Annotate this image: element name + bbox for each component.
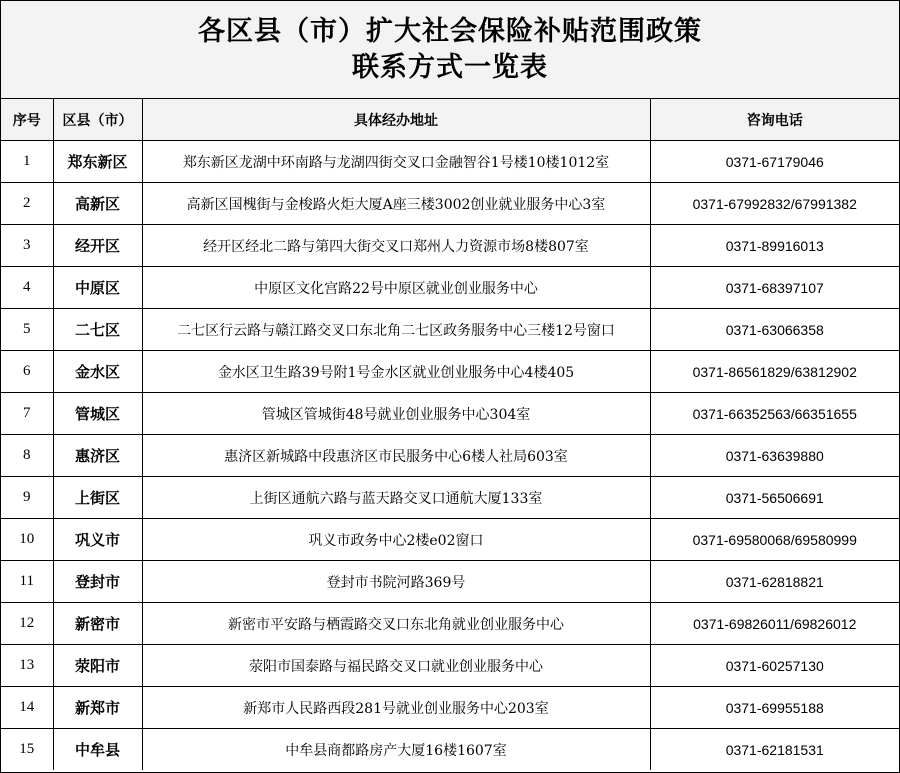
table-row bbox=[1, 729, 899, 771]
header-district: 区县（市） bbox=[53, 99, 142, 141]
row-index: 4 bbox=[1, 267, 53, 309]
header-index: 序号 bbox=[1, 99, 53, 141]
row-district: 经开区 bbox=[53, 225, 142, 267]
table-row bbox=[1, 435, 899, 477]
row-district: 上街区 bbox=[53, 477, 142, 519]
row-district: 中原区 bbox=[53, 267, 142, 309]
row-phone: 0371-69955188 bbox=[650, 687, 899, 729]
row-address: 巩义市政务中心2楼e02窗口 bbox=[142, 519, 650, 561]
table-row bbox=[1, 603, 899, 645]
row-index: 14 bbox=[1, 687, 53, 729]
row-address: 荥阳市国泰路与福民路交叉口就业创业服务中心 bbox=[142, 645, 650, 687]
row-district: 高新区 bbox=[53, 183, 142, 225]
row-district: 管城区 bbox=[53, 393, 142, 435]
row-address: 中原区文化宫路22号中原区就业创业服务中心 bbox=[142, 267, 650, 309]
row-index: 15 bbox=[1, 729, 53, 771]
row-district: 登封市 bbox=[53, 561, 142, 603]
row-phone: 0371-68397107 bbox=[650, 267, 899, 309]
header-address: 具体经办地址 bbox=[142, 99, 650, 141]
row-district: 巩义市 bbox=[53, 519, 142, 561]
row-address: 二七区行云路与赣江路交叉口东北角二七区政务服务中心三楼12号窗口 bbox=[142, 309, 650, 351]
table-row bbox=[1, 141, 899, 183]
row-address: 郑东新区龙湖中环南路与龙湖四街交叉口金融智谷1号楼10楼1012室 bbox=[142, 141, 650, 183]
row-address: 登封市书院河路369号 bbox=[142, 561, 650, 603]
row-phone: 0371-67992832/67991382 bbox=[650, 183, 899, 225]
table-row bbox=[1, 687, 899, 729]
row-district: 中牟县 bbox=[53, 729, 142, 771]
table-body bbox=[1, 141, 899, 771]
row-address: 高新区国槐街与金梭路火炬大厦A座三楼3002创业就业服务中心3室 bbox=[142, 183, 650, 225]
row-index: 6 bbox=[1, 351, 53, 393]
table-row bbox=[1, 645, 899, 687]
title-line-1: 各区县（市）扩大社会保险补贴范围政策 bbox=[198, 15, 702, 47]
row-district: 荥阳市 bbox=[53, 645, 142, 687]
document-title bbox=[1, 1, 899, 99]
row-index: 13 bbox=[1, 645, 53, 687]
row-phone: 0371-86561829/63812902 bbox=[650, 351, 899, 393]
row-index: 12 bbox=[1, 603, 53, 645]
row-phone: 0371-63639880 bbox=[650, 435, 899, 477]
row-phone: 0371-67179046 bbox=[650, 141, 899, 183]
table-row bbox=[1, 183, 899, 225]
row-address: 金水区卫生路39号附1号金水区就业创业服务中心4楼405 bbox=[142, 351, 650, 393]
row-phone: 0371-62818821 bbox=[650, 561, 899, 603]
row-address: 中牟县商都路房产大厦16楼1607室 bbox=[142, 729, 650, 771]
contact-table bbox=[1, 99, 899, 770]
row-phone: 0371-69826011/69826012 bbox=[650, 603, 899, 645]
row-district: 二七区 bbox=[53, 309, 142, 351]
header-phone: 咨询电话 bbox=[650, 99, 899, 141]
row-district: 郑东新区 bbox=[53, 141, 142, 183]
table-row bbox=[1, 267, 899, 309]
row-index: 1 bbox=[1, 141, 53, 183]
row-index: 9 bbox=[1, 477, 53, 519]
row-phone: 0371-62181531 bbox=[650, 729, 899, 771]
table-row bbox=[1, 309, 899, 351]
row-index: 5 bbox=[1, 309, 53, 351]
table-header-row bbox=[1, 99, 899, 141]
row-address: 上街区通航六路与蓝天路交叉口通航大厦133室 bbox=[142, 477, 650, 519]
table-row bbox=[1, 519, 899, 561]
row-address: 新密市平安路与栖霞路交叉口东北角就业创业服务中心 bbox=[142, 603, 650, 645]
row-district: 惠济区 bbox=[53, 435, 142, 477]
row-address: 惠济区新城路中段惠济区市民服务中心6楼人社局603室 bbox=[142, 435, 650, 477]
row-index: 2 bbox=[1, 183, 53, 225]
title-line-2: 联系方式一览表 bbox=[352, 51, 548, 83]
row-index: 3 bbox=[1, 225, 53, 267]
row-index: 11 bbox=[1, 561, 53, 603]
row-address: 新郑市人民路西段281号就业创业服务中心203室 bbox=[142, 687, 650, 729]
row-phone: 0371-89916013 bbox=[650, 225, 899, 267]
row-phone: 0371-63066358 bbox=[650, 309, 899, 351]
row-phone: 0371-69580068/69580999 bbox=[650, 519, 899, 561]
row-address: 管城区管城街48号就业创业服务中心304室 bbox=[142, 393, 650, 435]
table-row bbox=[1, 477, 899, 519]
table-row bbox=[1, 561, 899, 603]
row-phone: 0371-66352563/66351655 bbox=[650, 393, 899, 435]
row-district: 新密市 bbox=[53, 603, 142, 645]
row-address: 经开区经北二路与第四大街交叉口郑州人力资源市场8楼807室 bbox=[142, 225, 650, 267]
table-row bbox=[1, 393, 899, 435]
row-phone: 0371-60257130 bbox=[650, 645, 899, 687]
row-index: 8 bbox=[1, 435, 53, 477]
table-row bbox=[1, 225, 899, 267]
row-index: 10 bbox=[1, 519, 53, 561]
row-district: 金水区 bbox=[53, 351, 142, 393]
table-row bbox=[1, 351, 899, 393]
row-district: 新郑市 bbox=[53, 687, 142, 729]
row-phone: 0371-56506691 bbox=[650, 477, 899, 519]
row-index: 7 bbox=[1, 393, 53, 435]
